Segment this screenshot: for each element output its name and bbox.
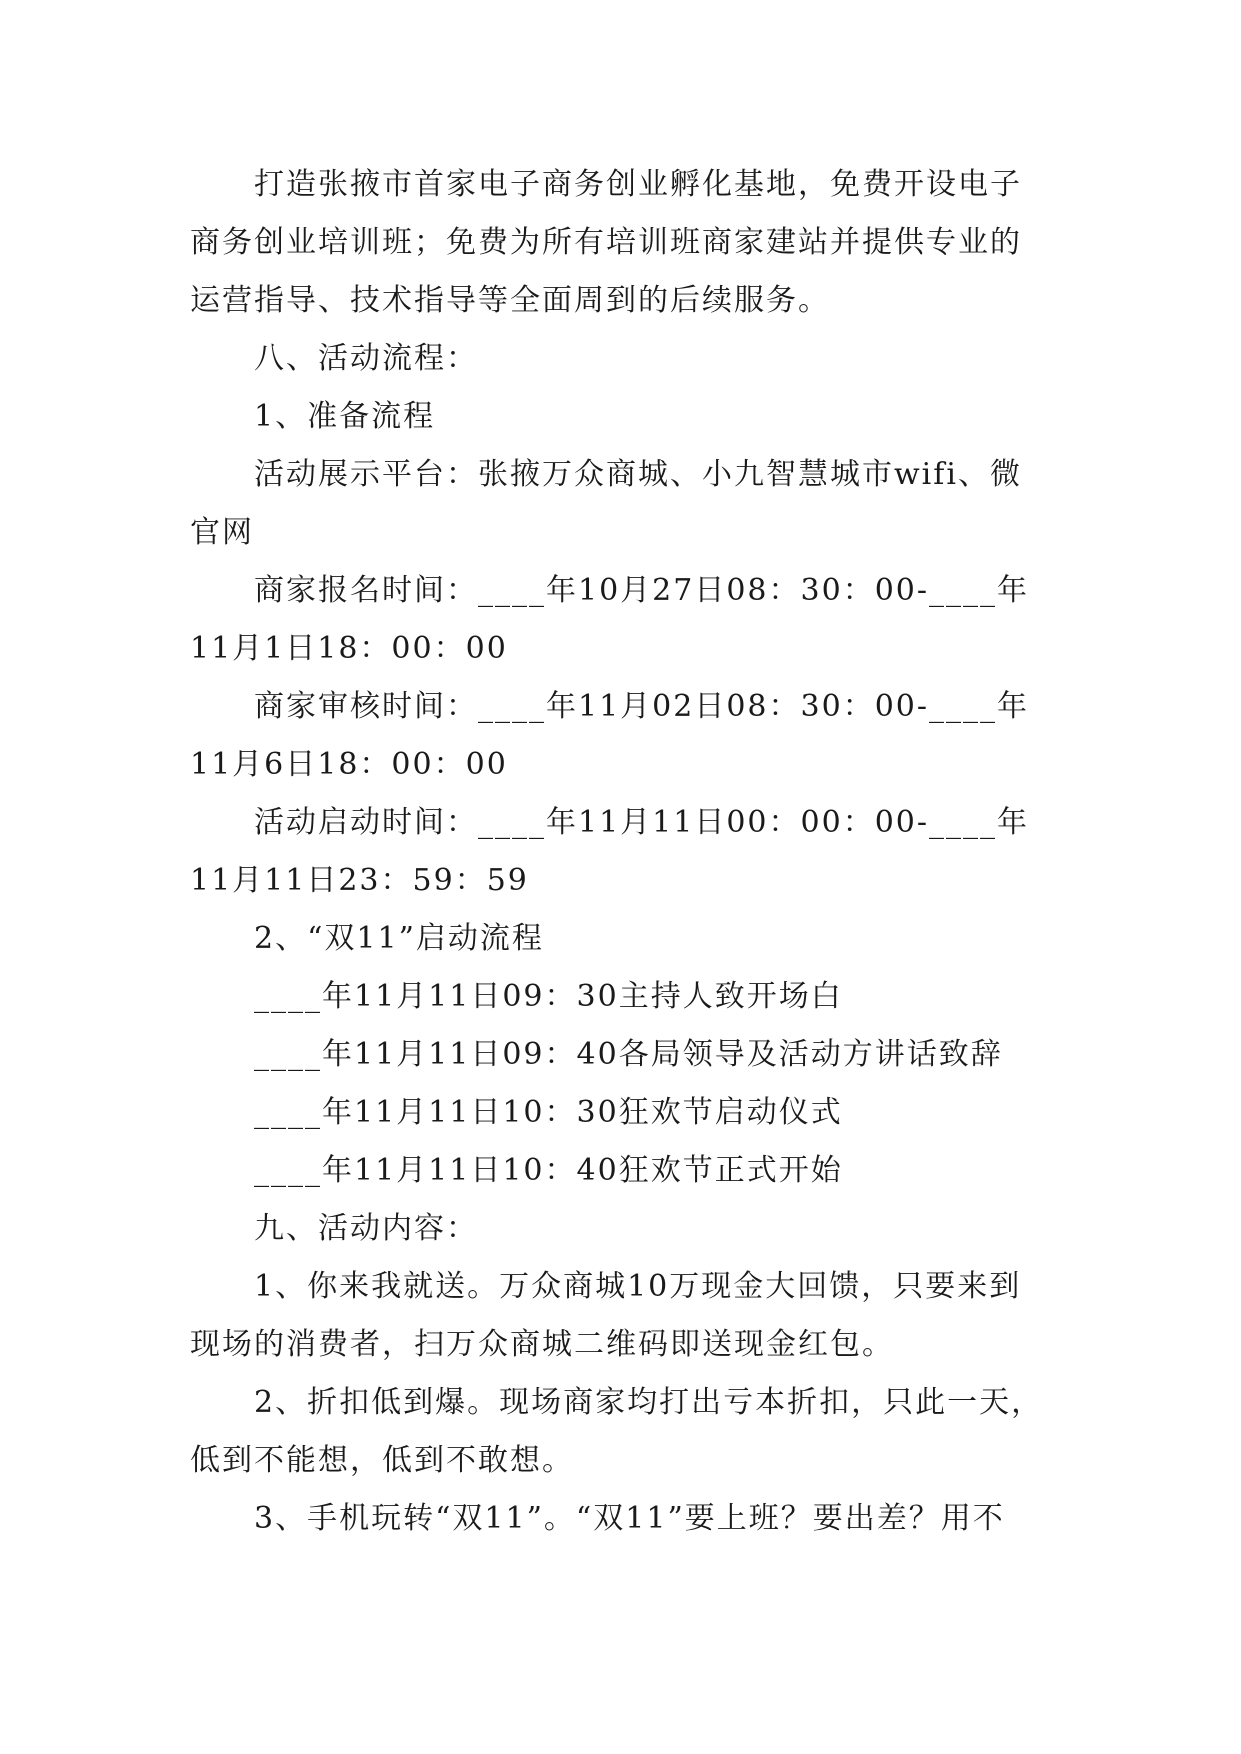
- schedule-item: ____年11月11日09：40各局领导及活动方讲话致辞: [254, 1037, 1003, 1072]
- paragraph-incubation-base: 打造张掖市首家电子商务创业孵化基地，免费开设电子商务创业培训班；免费为所有培训班商家建站并提供专业的运营指导、技术指导等全面周到的后续服务。: [190, 167, 1022, 318]
- paragraph-registration-time: 商家报名时间：____年10月27日08：30：00-____年11月1日18：00：00: [190, 573, 1030, 666]
- subheading-preparation: 1、准备流程: [254, 399, 436, 434]
- heading-activity-process: 八、活动流程：: [254, 341, 478, 376]
- schedule-item: ____年11月11日10：30狂欢节启动仪式: [254, 1095, 843, 1130]
- paragraph-content-item: 1、你来我就送。万众商城10万现金大回馈，只要来到现场的消费者，扫万众商城二维码即送现金红包。: [190, 1269, 1022, 1362]
- schedule-item: ____年11月11日09：30主持人致开场白: [254, 979, 843, 1014]
- subheading-launch-process: 2、“双11”启动流程: [254, 921, 544, 956]
- paragraph-launch-time: 活动启动时间：____年11月11日00：00：00-____年11月11日23：59：59: [190, 805, 1030, 898]
- schedule-item: ____年11月11日10：40狂欢节正式开始: [254, 1153, 843, 1188]
- document-body: [190, 156, 1050, 1548]
- paragraph-display-platform: 活动展示平台：张掖万众商城、小九智慧城市wifi、微官网: [190, 457, 1022, 550]
- heading-activity-content: 九、活动内容：: [254, 1211, 478, 1246]
- paragraph-content-item: 3、手机玩转“双11”。“双11”要上班？要出差？用不: [254, 1501, 1005, 1536]
- paragraph-review-time: 商家审核时间：____年11月02日08：30：00-____年11月6日18：00：00: [190, 689, 1030, 782]
- paragraph-content-item: 2、折扣低到爆。现场商家均打出亏本折扣，只此一天，低到不能想，低到不敢想。: [190, 1385, 1044, 1478]
